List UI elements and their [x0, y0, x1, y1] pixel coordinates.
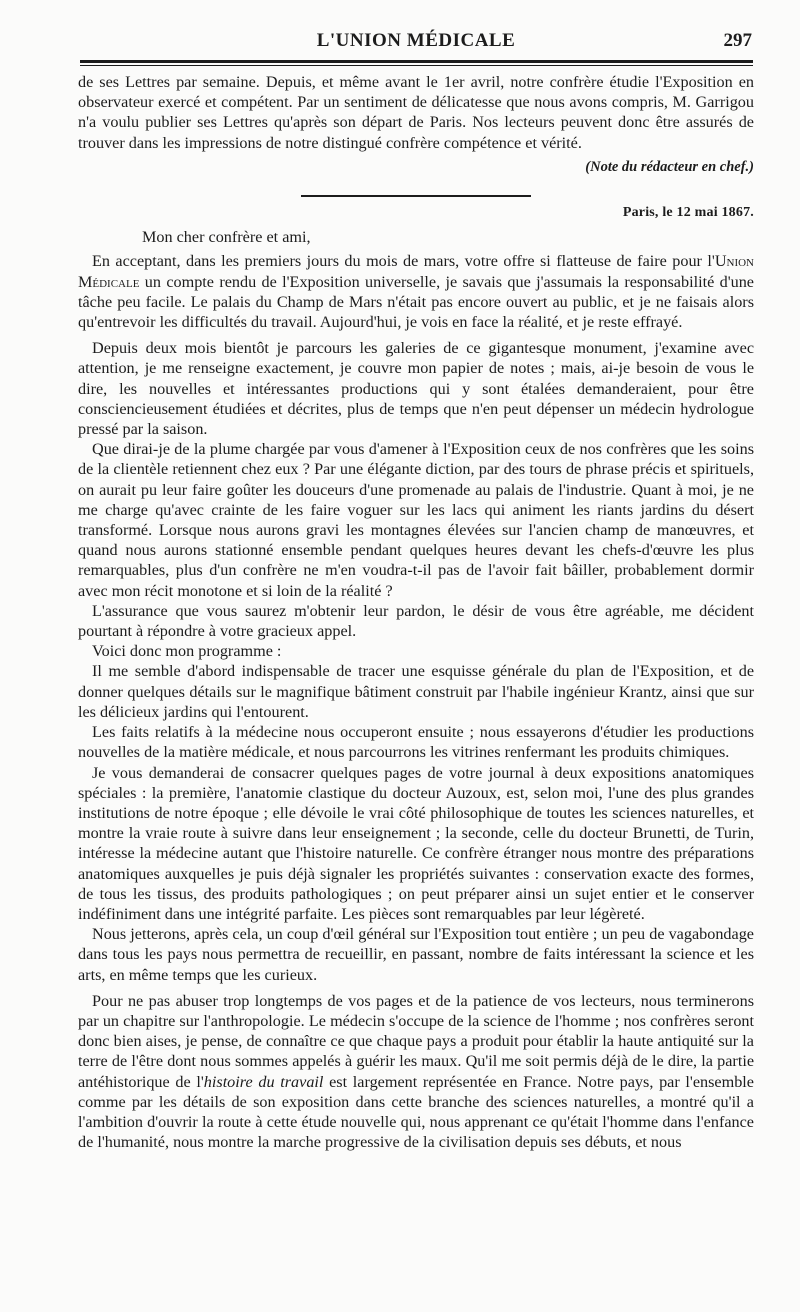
running-title: L'UNION MÉDICALE	[316, 30, 516, 51]
page-number: 297	[723, 30, 752, 51]
paragraph: Je vous demanderai de consacrer quelques pages de votre journal à deux expositions anatomiques spéciales : la première, l'anatomie clastique du docteur Auzoux, est, selon moi, l'une des plus grandes institutions de notre époque ; elle dévoile le vrai côté philosophique de toutes les sciences naturelles, et montre la vraie route à suivre dans leur enseignement ; la seconde, celle du docteur Brunetti, de Turin, intéresse la médecine autant que l'histoire naturelle. Ce confrère étranger nous montre des préparations anatomiques auxquelles je puis déjà signaler les propriétés suivantes : conservation exacte des formes, de tous les tissus, des produits pathologiques ; on peut préparer ainsi un sujet entier et le conserver indéfiniment dans une intégrité parfaite. Les pièces sont remarquables par leur légèreté.	[78, 763, 754, 923]
text-column	[78, 72, 754, 1152]
paragraph: Les faits relatifs à la médecine nous occuperont ensuite ; nous essayerons d'étudier les productions nouvelles de la matière médicale, et nous parcourrons les vitrines renfermant les produits chimiques.	[78, 723, 754, 762]
letter-dateline: Paris, le 12 mai 1867.	[622, 205, 754, 221]
page-header	[80, 26, 752, 56]
paragraph: Que dirai-je de la plume chargée par vous d'amener à l'Exposition ceux de nos confrères que les soins de la clientèle retiennent chez eux ? Par une élégante diction, par des tours de phrase précis et spirituels, on aurait pu leur faire goûter les douceurs d'une promenade au palais de l'industrie. Quant à moi, je ne me charge qu'avec crainte de les faire voguer sur les lacs qui animent les riants jardins du désert transformé. Lorsque nous aurons gravi les montagnes élevées sur l'ancien champ de manœuvres, et quand nous aurons stationné ensemble pendant quelques heures devant les chefs-d'œuvre les plus remarquables, plus d'un confrère ne m'en voudra-t-il pas de l'avoir fait bâiller, probablement dormir avec mon récit monotone et si loin de la réalité ?	[78, 440, 754, 600]
journal-name: Union Médicale	[78, 252, 754, 291]
paragraph: Depuis deux mois bientôt je parcours les galeries de ce gigantesque monument, j'examine avec attention, je me renseigne exactement, je couvre mon papier de notes ; mais, ai-je besoin de vous le dire, les nouvelles et intéressantes productions qui y sont étalées demanderaient, pour être consciencieusement étudiées et décrites, plus de temps que n'en peut dépenser un médecin hydrologue pressé par la saison.	[78, 339, 754, 439]
paragraph: En acceptant, dans les premiers jours du mois de mars, votre offre si flatteuse de faire pour l'Union Médicale un compte rendu de l'Exposition universelle, je savais que j'assumais la responsabilité d'une tâche peu facile. Le palais du Champ de Mars n'était pas encore ouvert au public, et je ne faisais alors qu'entrevoir les difficultés du travail. Aujourd'hui, je vois en face la réalité, et je reste effrayé.	[78, 252, 754, 332]
editor-signature: (Note du rédacteur en chef.)	[585, 158, 754, 175]
italic-phrase: histoire du travail	[203, 1072, 324, 1091]
section-separator	[301, 195, 531, 197]
paragraph: Nous jetterons, après cela, un coup d'œil général sur l'Exposition tout entière ; un peu de vagabondage dans tous les pays nous permettra de recueillir, en passant, nombre de faits intéressant la science et les arts, en même temps que les curieux.	[78, 925, 754, 984]
header-rule	[80, 60, 753, 63]
letter-salutation: Mon cher confrère et ami,	[142, 228, 311, 247]
paragraph: L'assurance que vous saurez m'obtenir leur pardon, le désir de vous être agréable, me décident pourtant à répondre à votre gracieux appel.	[78, 601, 754, 641]
paragraph: Il me semble d'abord indispensable de tracer une esquisse générale du plan de l'Exposition, et de donner quelques détails sur le magnifique bâtiment construit par l'habile ingénieur Krantz, ainsi que sur les délicieux jardins qui l'entourent.	[78, 662, 754, 721]
paragraph: Pour ne pas abuser trop longtemps de vos pages et de la patience de vos lecteurs, nous terminerons par un chapitre sur l'anthropologie. Le médecin s'occupe de la science de l'homme ; nos confrères seront donc bien aises, je pense, de connaître ce que chaque pays a produit pour établir la haute antiquité sur la terre de l'être dont nous sommes appelés à guérir les maux. Qu'il me soit permis déjà de le dire, la partie antéhistorique de l'histoire du travail est largement représentée en France. Notre pays, par l'ensemble comme par les détails de son exposition dans cette branche des sciences naturelles, a montré qu'il a l'ambition d'ouvrir la route à cette étude nouvelle qui, nous apprenant ce qu'était l'homme dans l'enfance de l'humanité, nous montre la marche progressive de la civilisation depuis ses débuts, et nous	[78, 991, 754, 1152]
editor-note: de ses Lettres par semaine. Depuis, et même avant le 1er avril, notre confrère étudie l'Exposition en observateur exercé et compétent. Par un sentiment de délicatesse que nous avons compris, M. Garrigou n'a voulu publier ses Lettres qu'après son départ de Paris. Nos lecteurs peuvent donc être assurés de trouver dans les impressions de notre distingué confrère compétence et vérité.	[78, 73, 754, 152]
paragraph: Voici donc mon programme :	[92, 642, 282, 661]
